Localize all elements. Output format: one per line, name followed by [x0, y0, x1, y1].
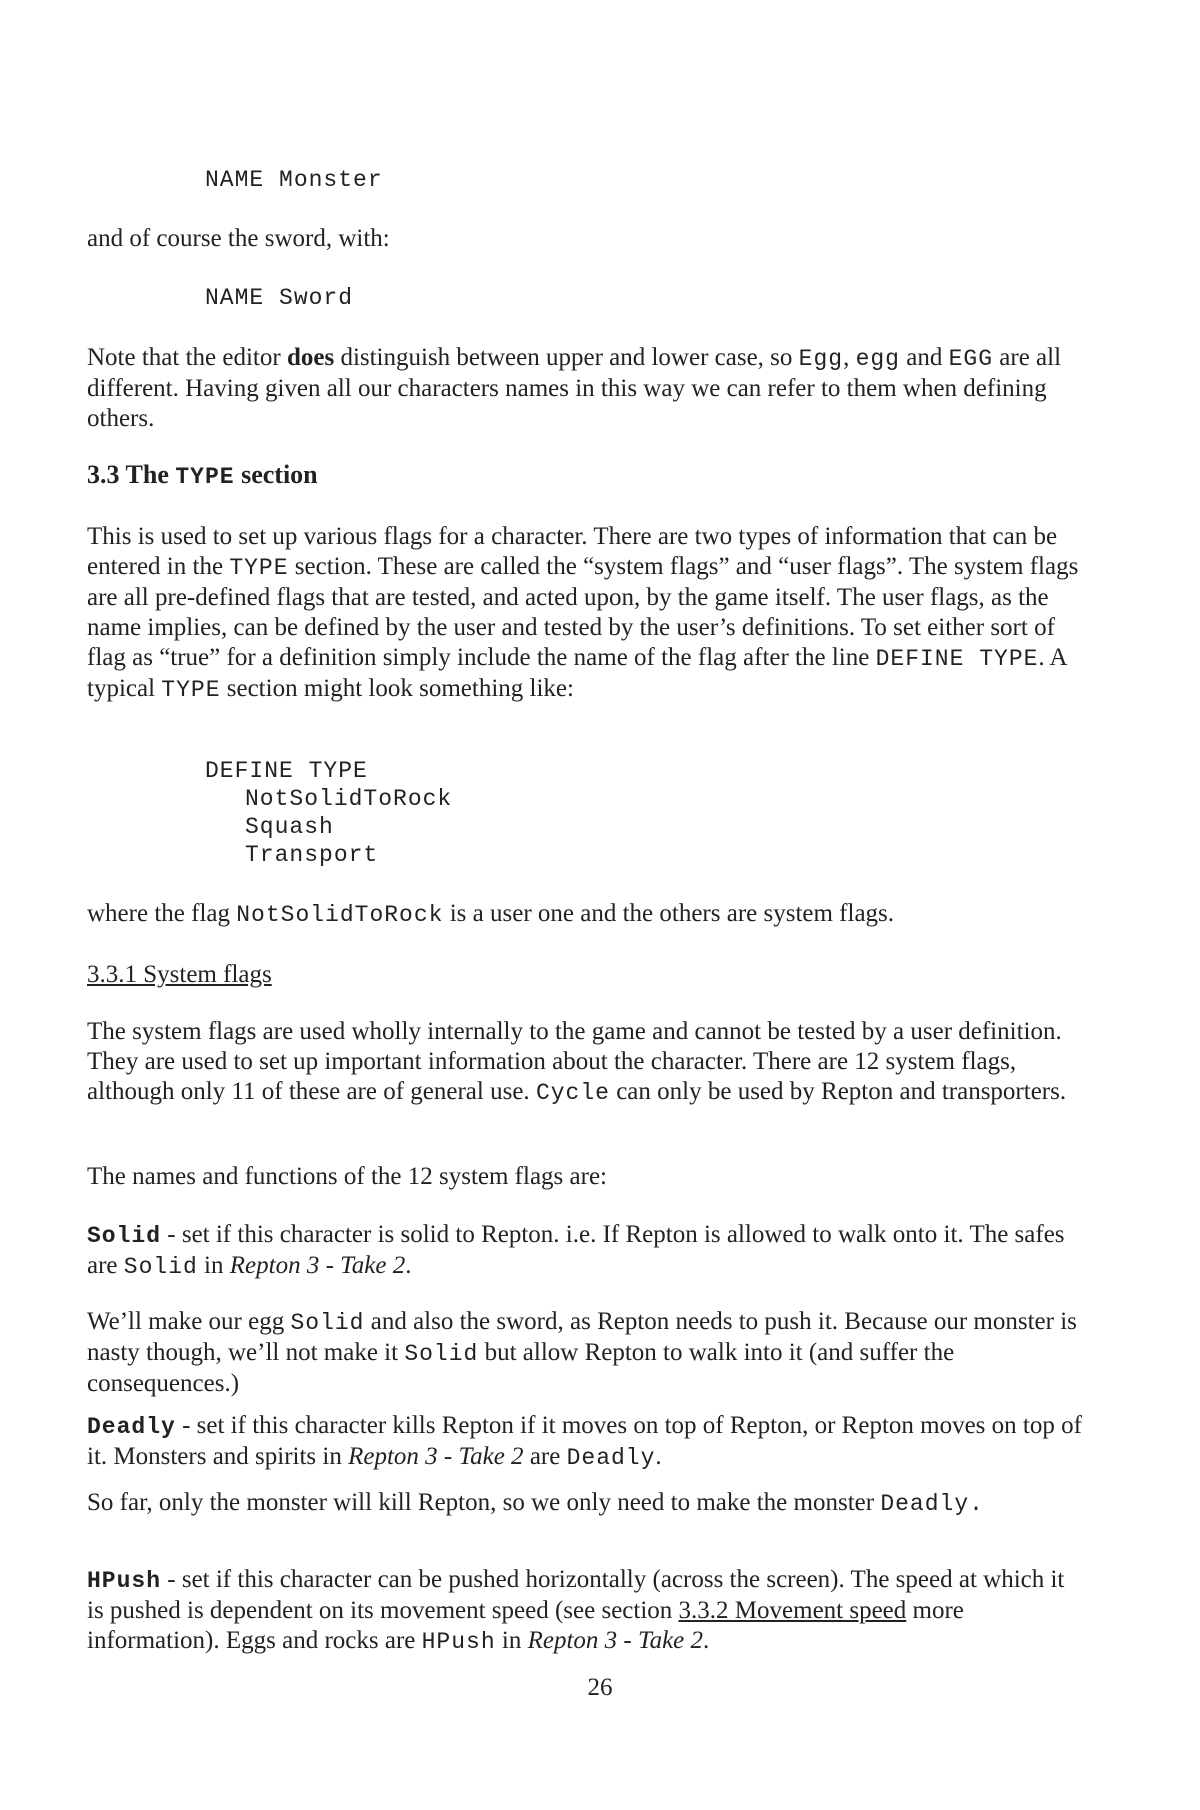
- emphasis-does: does: [286, 344, 335, 371]
- inline-code: Egg: [798, 346, 844, 372]
- case-note-paragraph: Note that the editor does distinguish between upper and lower case, so Egg, egg and EGG are all different. Having given all our characters names in this way we can refer to them when defining others.: [87, 344, 1062, 432]
- solid-definition: Solid - set if this character is solid to Repton. i.e. If Repton is allowed to walk onto it. The safes are Solid in Repton 3 - Take 2.: [87, 1221, 1065, 1280]
- code-line: DEFINE TYPE: [205, 758, 368, 784]
- code-name-sword: NAME Sword: [205, 285, 354, 311]
- code-name-monster: NAME Monster: [205, 167, 383, 193]
- code-line: Squash: [245, 814, 334, 840]
- system-flags-paragraph: The system flags are used wholly internally to the game and cannot be tested by a user definition. They are used to set up important information about the character. There are 12 system flags, although only 11 of these are of general use. Cycle can only be used by Repton and transporters.: [87, 1018, 1067, 1106]
- inline-code: Solid: [404, 1341, 479, 1367]
- inline-code: egg: [855, 346, 900, 372]
- code-define-type: [205, 757, 452, 869]
- inline-code: Cycle: [535, 1080, 610, 1106]
- flag-note-paragraph: where the flag NotSolidToRock is a user one and the others are system flags.: [87, 900, 895, 928]
- inline-code: Solid: [290, 1310, 365, 1336]
- game-title: Repton 3 - Take 2: [348, 1443, 524, 1470]
- inline-code: TYPE: [161, 677, 221, 703]
- type-section-paragraph: This is used to set up various flags for a character. There are two types of information that can be entered in the TYPE section. These are called the “system flags” and “user flags”. The system flags are all pre-defined flags that are tested, and acted upon, by the game itself. The user flags, as the name implies, can be defined by the user and tested by the user’s definitions. To set either sort of flag as “true” for a definition simply include the name of the flag after the line DEFINE TYPE. A typical TYPE section might look something like:: [87, 523, 1079, 703]
- hpush-definition: HPush - set if this character can be pushed horizontally (across the screen). The speed at which it is pushed is dependent on its movement speed (see section 3.3.2 Movement speed more information). Eggs and rocks are HPush in Repton 3 - Take 2.: [87, 1566, 1065, 1655]
- flag-name-deadly: Deadly: [87, 1414, 176, 1440]
- deadly-example: So far, only the monster will kill Repton, so we only need to make the monster Deadly.: [87, 1489, 984, 1517]
- flag-name-solid: Solid: [87, 1223, 162, 1249]
- inline-code: NotSolidToRock: [236, 902, 444, 928]
- inline-code: DEFINE TYPE: [875, 646, 1039, 672]
- inline-code: Deadly.: [880, 1491, 984, 1517]
- section-link-movement-speed[interactable]: 3.3.2 Movement speed: [678, 1597, 907, 1624]
- page-number: 26: [587, 1674, 613, 1701]
- sword-intro: and of course the sword, with:: [87, 225, 390, 252]
- game-title: Repton 3 - Take 2: [229, 1252, 406, 1279]
- flag-name-hpush: HPush: [87, 1568, 162, 1594]
- inline-code: Solid: [123, 1254, 198, 1280]
- inline-code: TYPE: [229, 555, 289, 581]
- inline-code: Deadly: [566, 1445, 656, 1471]
- deadly-definition: Deadly - set if this character kills Repton if it moves on top of Repton, or Repton moves on top of it. Monsters and spirits in Repton 3 - Take 2 are Deadly.: [87, 1412, 1082, 1471]
- game-title: Repton 3 - Take 2: [527, 1627, 704, 1654]
- section-heading-3-3-1: 3.3.1 System flags: [87, 961, 272, 988]
- inline-code: EGG: [948, 346, 994, 372]
- section-heading-3-3: 3.3 The TYPE section: [87, 460, 318, 490]
- inline-code: HPush: [421, 1629, 496, 1655]
- code-line: Transport: [245, 842, 379, 868]
- names-intro: The names and functions of the 12 system flags are:: [87, 1163, 607, 1190]
- solid-example: We’ll make our egg Solid and also the sword, as Repton needs to push it. Because our monster is nasty though, we’ll not make it Solid but allow Repton to walk into it (and suffer the consequences.): [87, 1308, 1077, 1397]
- code-line: NotSolidToRock: [245, 786, 453, 812]
